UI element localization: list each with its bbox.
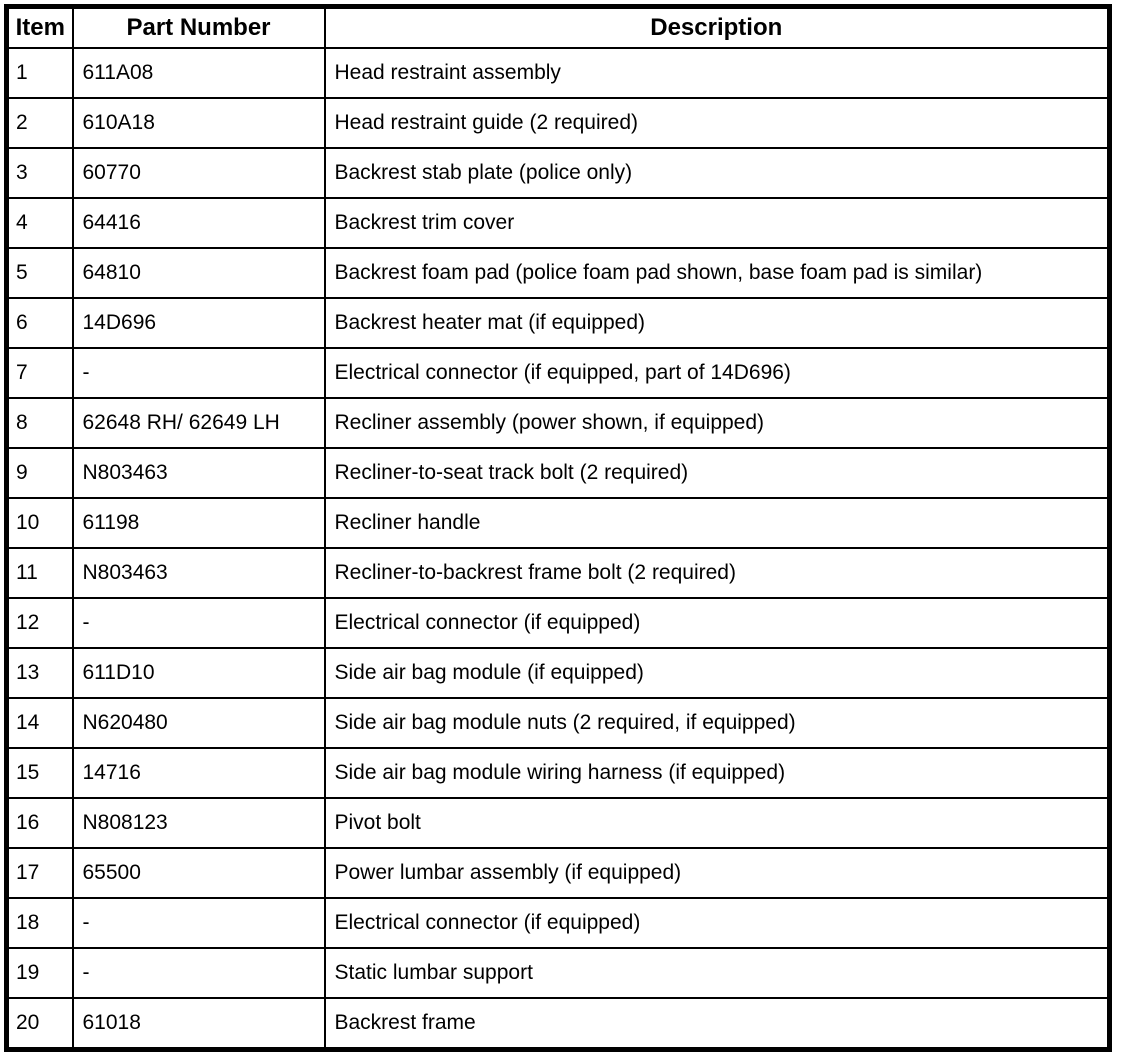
description-cell: Recliner-to-backrest frame bolt (2 required) [325, 548, 1110, 598]
item-cell: 1 [7, 48, 73, 98]
item-cell: 4 [7, 198, 73, 248]
table-row [7, 498, 1110, 548]
column-header-part-number: Part Number [73, 7, 325, 49]
description-cell: Static lumbar support [325, 948, 1110, 998]
item-cell: 14 [7, 698, 73, 748]
part-number-cell: N620480 [73, 698, 325, 748]
description-cell: Side air bag module wiring harness (if equipped) [325, 748, 1110, 798]
item-cell: 11 [7, 548, 73, 598]
item-cell: 12 [7, 598, 73, 648]
part-number-cell: 611A08 [73, 48, 325, 98]
description-cell: Side air bag module nuts (2 required, if equipped) [325, 698, 1110, 748]
item-cell: 17 [7, 848, 73, 898]
table-row [7, 848, 1110, 898]
description-cell: Backrest frame [325, 998, 1110, 1050]
table-row [7, 298, 1110, 348]
table-row [7, 598, 1110, 648]
part-number-cell: 60770 [73, 148, 325, 198]
description-cell: Backrest heater mat (if equipped) [325, 298, 1110, 348]
item-cell: 3 [7, 148, 73, 198]
table-row [7, 948, 1110, 998]
item-cell: 18 [7, 898, 73, 948]
description-cell: Head restraint guide (2 required) [325, 98, 1110, 148]
item-cell: 2 [7, 98, 73, 148]
description-cell: Recliner assembly (power shown, if equipped) [325, 398, 1110, 448]
table-row [7, 698, 1110, 748]
description-cell: Backrest foam pad (police foam pad shown, base foam pad is similar) [325, 248, 1110, 298]
table-row [7, 548, 1110, 598]
parts-table [4, 4, 1112, 1052]
description-cell: Backrest stab plate (police only) [325, 148, 1110, 198]
part-number-cell: 610A18 [73, 98, 325, 148]
item-cell: 15 [7, 748, 73, 798]
table-row [7, 998, 1110, 1050]
part-number-cell: N808123 [73, 798, 325, 848]
description-cell: Head restraint assembly [325, 48, 1110, 98]
description-cell: Backrest trim cover [325, 198, 1110, 248]
table-row [7, 348, 1110, 398]
part-number-cell: 14716 [73, 748, 325, 798]
description-cell: Electrical connector (if equipped, part of 14D696) [325, 348, 1110, 398]
description-cell: Recliner handle [325, 498, 1110, 548]
item-cell: 8 [7, 398, 73, 448]
part-number-cell: - [73, 348, 325, 398]
table-row [7, 98, 1110, 148]
table-row [7, 48, 1110, 98]
part-number-cell: 61198 [73, 498, 325, 548]
description-cell: Electrical connector (if equipped) [325, 898, 1110, 948]
item-cell: 7 [7, 348, 73, 398]
description-cell: Power lumbar assembly (if equipped) [325, 848, 1110, 898]
part-number-cell: - [73, 598, 325, 648]
item-cell: 6 [7, 298, 73, 348]
item-cell: 19 [7, 948, 73, 998]
part-number-cell: N803463 [73, 548, 325, 598]
table-row [7, 448, 1110, 498]
part-number-cell: - [73, 948, 325, 998]
table-row [7, 648, 1110, 698]
table-row [7, 748, 1110, 798]
part-number-cell: 64810 [73, 248, 325, 298]
table-row [7, 148, 1110, 198]
column-header-item: Item [7, 7, 73, 49]
item-cell: 13 [7, 648, 73, 698]
item-cell: 5 [7, 248, 73, 298]
description-cell: Recliner-to-seat track bolt (2 required) [325, 448, 1110, 498]
item-cell: 9 [7, 448, 73, 498]
item-cell: 16 [7, 798, 73, 848]
table-row [7, 898, 1110, 948]
table-row [7, 398, 1110, 448]
table-row [7, 798, 1110, 848]
table-row [7, 198, 1110, 248]
header-row [7, 7, 1110, 49]
description-cell: Electrical connector (if equipped) [325, 598, 1110, 648]
part-number-cell: 62648 RH/ 62649 LH [73, 398, 325, 448]
table-row [7, 248, 1110, 298]
part-number-cell: 14D696 [73, 298, 325, 348]
part-number-cell: - [73, 898, 325, 948]
item-cell: 20 [7, 998, 73, 1050]
part-number-cell: 611D10 [73, 648, 325, 698]
part-number-cell: 61018 [73, 998, 325, 1050]
description-cell: Pivot bolt [325, 798, 1110, 848]
column-header-description: Description [325, 7, 1110, 49]
description-cell: Side air bag module (if equipped) [325, 648, 1110, 698]
part-number-cell: N803463 [73, 448, 325, 498]
parts-table-sheet [4, 4, 1112, 1052]
part-number-cell: 65500 [73, 848, 325, 898]
part-number-cell: 64416 [73, 198, 325, 248]
item-cell: 10 [7, 498, 73, 548]
